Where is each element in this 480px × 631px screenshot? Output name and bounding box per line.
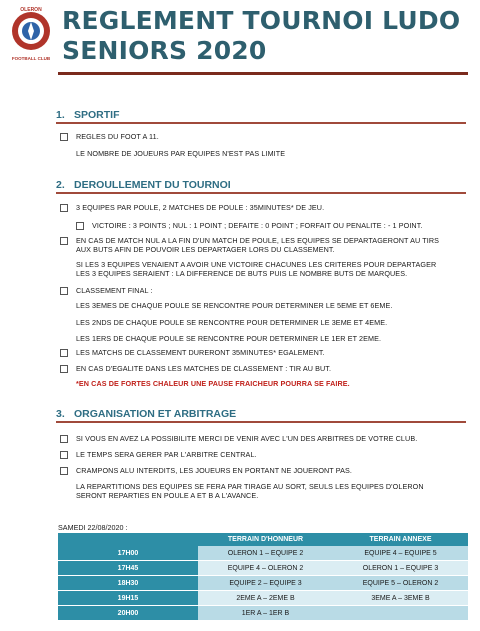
rule-text: CRAMPONS ALU INTERDITS, LES JOUEURS EN PORTANT NE JOUERONT PAS. [76,466,353,475]
match-cell [333,606,468,621]
match-cell: 2EME A – 2EME B [198,591,333,606]
section-divider [56,192,466,194]
match-cell: 3EME A – 3EME B [333,591,468,606]
table-row [58,606,468,621]
svg-text:OLERON: OLERON [20,7,42,13]
match-cell: EQUIPE 2 – EQUIPE 3 [198,576,333,591]
section-divider [56,421,466,423]
section-heading-deroulement: 2. DEROULLEMENT DU TOURNOI [56,179,231,191]
table-header: TERRAIN D'HONNEUR [198,533,333,546]
section-heading-organisation: 3. ORGANISATION ET ARBITRAGE [56,408,237,420]
match-cell: EQUIPE 4 – OLERON 2 [198,561,333,576]
table-row [58,591,468,606]
rule-text: 3 EQUIPES PAR POULE, 2 MATCHES DE POULE : 35MINUTES* DE JEU. [76,203,325,212]
rule-text: LE TEMPS SERA GERER PAR L'ARBITRE CENTRAL. [76,450,257,459]
bullet-checkbox [60,451,68,459]
rule-text: LES 3EMES DE CHAQUE POULE SE RENCONTRE POUR DETERMINER LE 5EME ET 6EME. [76,301,393,310]
section-divider [56,122,466,124]
rule-text: SERONT REPARTIES EN POULE A ET B A L'AVANCE. [76,491,259,500]
rule-text: SI VOUS EN AVEZ LA POSSIBILITE MERCI DE VENIR AVEC L'UN DES ARBITRES DE VOTRE CLUB. [76,434,418,443]
title-line-1: REGLEMENT TOURNOI LUDO [62,6,461,35]
rule-text: LES 2NDS DE CHAQUE POULE SE RENCONTRE POUR DETERMINER LE 3EME ET 4EME. [76,318,388,327]
bullet-checkbox [76,222,84,230]
time-cell: 19H15 [58,591,198,606]
match-cell: OLERON 1 – EQUIPE 3 [333,561,468,576]
bullet-checkbox [60,467,68,475]
time-cell: 20H00 [58,606,198,621]
rule-text: CLASSEMENT FINAL : [76,286,153,295]
match-cell: 1ER A – 1ER B [198,606,333,621]
rule-text: LA REPARTITIONS DES EQUIPES SE FERA PAR TIRAGE AU SORT, SEULS LES EQUIPES D'OLERON [76,482,424,491]
time-cell: 17H45 [58,561,198,576]
schedule-table [58,533,468,621]
table-row [58,576,468,591]
table-row [58,561,468,576]
match-cell: OLERON 1 – EQUIPE 2 [198,546,333,561]
time-cell: 18H30 [58,576,198,591]
heat-warning: *EN CAS DE FORTES CHALEUR UNE PAUSE FRAICHEUR POURRA SE FAIRE. [76,379,350,388]
bullet-checkbox [60,204,68,212]
match-cell: EQUIPE 5 – OLERON 2 [333,576,468,591]
rule-text: VICTOIRE : 3 POINTS ; NUL : 1 POINT ; DEFAITE : 0 POINT ; FORFAIT OU PENALITE : - 1 POINT. [92,221,423,230]
section-heading-sportif: 1. SPORTIF [56,109,120,121]
table-header: TERRAIN ANNEXE [333,533,468,546]
rule-text: REGLES DU FOOT A 11. [76,132,159,141]
match-cell: EQUIPE 4 – EQUIPE 5 [333,546,468,561]
page-title [62,6,460,66]
rule-text: EN CAS DE MATCH NUL A LA FIN D'UN MATCH DE POULE, LES EQUIPES SE DEPARTAGERONT AU TIRS [76,236,440,245]
rule-text: LES MATCHS DE CLASSEMENT DURERONT 35MINUTES* EGALEMENT. [76,348,325,357]
club-logo [4,4,58,64]
rule-text: SI LES 3 EQUIPES VENAIENT A AVOIR UNE VICTOIRE CHACUNES LES CRITERES POUR DEPARTAGER [76,260,437,269]
bullet-checkbox [60,349,68,357]
rule-text: EN CAS D'EGALITE DANS LES MATCHES DE CLASSEMENT : TIR AU BUT. [76,364,332,373]
bullet-checkbox [60,133,68,141]
rule-text: LES 3 EQUIPES SERAIENT : LA DIFFERENCE DE BUTS PUIS LE NOMBRE BUTS DE MARQUES. [76,269,408,278]
title-divider [58,72,468,75]
bullet-checkbox [60,435,68,443]
schedule-date: SAMEDI 22/08/2020 : [58,523,128,532]
rule-text: AUX BUTS AFIN DE POUVOIR LES DEPARTAGER LORS DU CLASSEMENT. [76,245,335,254]
rule-text: LES 1ERS DE CHAQUE POULE SE RENCONTRE POUR DETERMINER LE 1ER ET 2EME. [76,334,382,343]
bullet-checkbox [60,287,68,295]
table-header [58,533,198,546]
bullet-checkbox [60,365,68,373]
rule-text: LE NOMBRE DE JOUEURS PAR EQUIPES N'EST PAS LIMITE [76,149,286,158]
title-line-2: SENIORS 2020 [62,36,267,65]
table-row [58,546,468,561]
time-cell: 17H00 [58,546,198,561]
svg-text:FOOTBALL CLUB: FOOTBALL CLUB [11,56,51,61]
bullet-checkbox [60,237,68,245]
